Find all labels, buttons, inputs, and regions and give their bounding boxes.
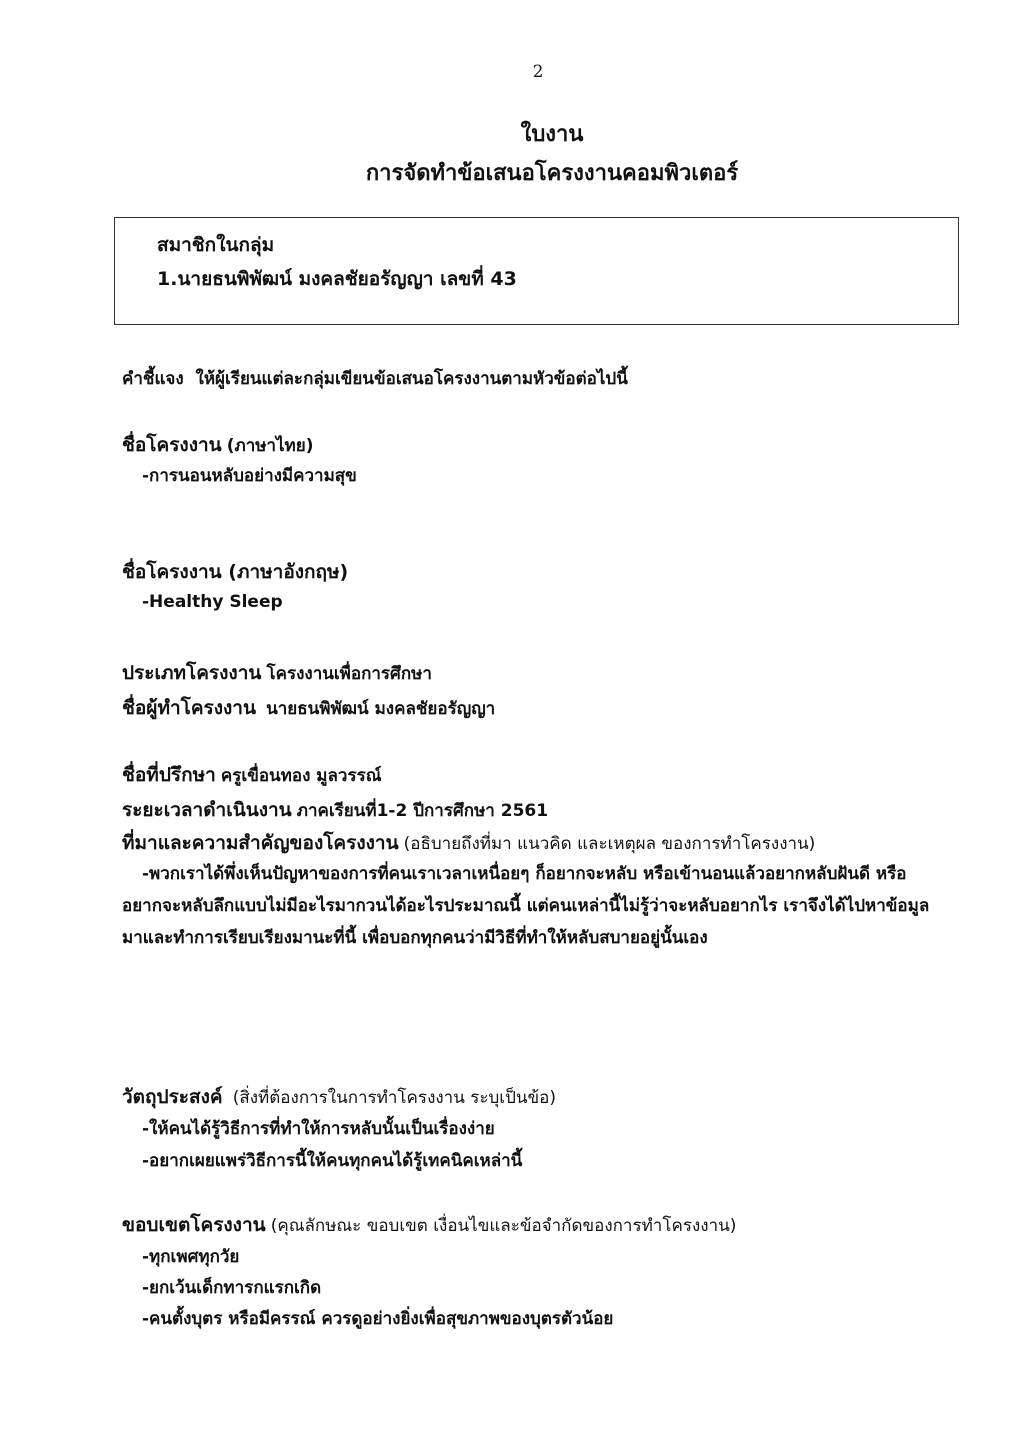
project-name-en-hint: (ภาษาอังกฤษ) <box>228 561 349 583</box>
project-type-value: โครงงานเพื่อการศึกษา <box>266 664 432 684</box>
document-subtitle: การจัดทำข้อเสนอโครงงานคอมพิวเตอร์ <box>365 161 739 186</box>
project-type-label: ประเภทโครงงาน <box>122 662 262 684</box>
project-name-en-heading <box>122 557 348 587</box>
project-type <box>122 658 432 688</box>
scope-item: -คนตั้งบุตร หรือมีครรณ์ ควรดูอย่างยิ่งเพื่อสุขภาพของบุตรตัวน้อย <box>142 1309 614 1329</box>
background-line: อยากจะหลับลึกแบบไม่มีอะไรมากวนได้อะไรประมาณนี้ แต่คนเหล่านี้ไม่รู้ว่าจะหลับอยากไร เราจึงได้ไปหาข้อมูล <box>122 896 930 916</box>
author <box>122 693 495 723</box>
scope-item: -ทุกเพศทุกวัย <box>142 1247 240 1267</box>
advisor <box>122 760 382 790</box>
scope-heading <box>122 1210 736 1240</box>
objectives-label: วัตถุประสงค์ <box>122 1086 223 1108</box>
background-label: ที่มาและความสำคัญของโครงงาน <box>122 832 399 854</box>
instructions-text: ให้ผู้เรียนแต่ละกลุ่มเขียนข้อเสนอโครงงานตามหัวข้อต่อไปนี้ <box>195 369 628 389</box>
objective-item: -ให้คนได้รู้วิธีการที่ทำให้การหลับนั้นเป็นเรื่องง่าย <box>142 1119 495 1139</box>
background-hint: (อธิบายถึงที่มา แนวคิด และเหตุผล ของการทำโครงงาน) <box>403 834 816 854</box>
duration <box>122 795 548 825</box>
project-name-en-value: -Healthy Sleep <box>142 592 283 612</box>
page-number: 2 <box>532 62 544 82</box>
project-name-th-heading <box>122 430 314 460</box>
background-paragraph <box>122 858 952 954</box>
members-heading: สมาชิกในกลุ่ม <box>157 234 275 256</box>
advisor-value: ครูเขื่อนทอง มูลวรรณ์ <box>220 766 382 786</box>
project-name-th-value: -การนอนหลับอย่างมีความสุข <box>142 466 357 486</box>
objectives-hint: (สิ่งที่ต้องการในการทำโครงงาน ระบุเป็นข้อ) <box>232 1088 556 1108</box>
background-heading <box>122 828 815 858</box>
project-name-en-label: ชื่อโครงงาน <box>122 561 222 583</box>
author-label: ชื่อผู้ทำโครงงาน <box>122 697 256 719</box>
scope-item: -ยกเว้นเด็กทารกแรกเกิด <box>142 1278 322 1298</box>
background-line: -พวกเราได้พึ่งเห็นปัญหาของการที่คนเราเวลาเหนื่อยๆ ก็อยากจะหลับ หรือเข้านอนแล้วอยากหลับฝันดี หรือ <box>142 864 907 884</box>
instructions-label: คำชี้แจง <box>122 369 184 389</box>
author-value: นายธนพิพัฒน์ มงคลชัยอรัญญา <box>266 699 496 719</box>
project-name-th-hint: (ภาษาไทย) <box>226 436 314 456</box>
members-box <box>114 217 959 325</box>
objective-item: -อยากเผยแพร่วิธีการนี้ให้คนทุกคนได้รู้เทคนิคเหล่านี้ <box>142 1151 523 1171</box>
objectives-heading <box>122 1082 556 1112</box>
project-name-th-label: ชื่อโครงงาน <box>122 434 222 456</box>
scope-label: ขอบเขตโครงงาน <box>122 1214 266 1236</box>
document-title: ใบงาน <box>520 122 584 147</box>
scope-hint: (คุณลักษณะ ขอบเขต เงื่อนไขและข้อจำกัดของการทำโครงงาน) <box>270 1216 737 1236</box>
duration-label: ระยะเวลาดำเนินงาน <box>122 799 292 821</box>
background-line: มาและทำการเรียบเรียงมานะที่นี้ เพื่อบอกทุกคนว่ามีวิธีที่ทำให้หลับสบายอยู่นั้นเอง <box>122 928 708 948</box>
instructions <box>122 365 628 392</box>
advisor-label: ชื่อที่ปรึกษา <box>122 764 216 786</box>
member-item: 1.นายธนพิพัฒน์ มงคลชัยอรัญญา เลขที่ 43 <box>157 268 517 290</box>
duration-value: ภาคเรียนที่1-2 ปีการศึกษา 2561 <box>296 801 549 821</box>
